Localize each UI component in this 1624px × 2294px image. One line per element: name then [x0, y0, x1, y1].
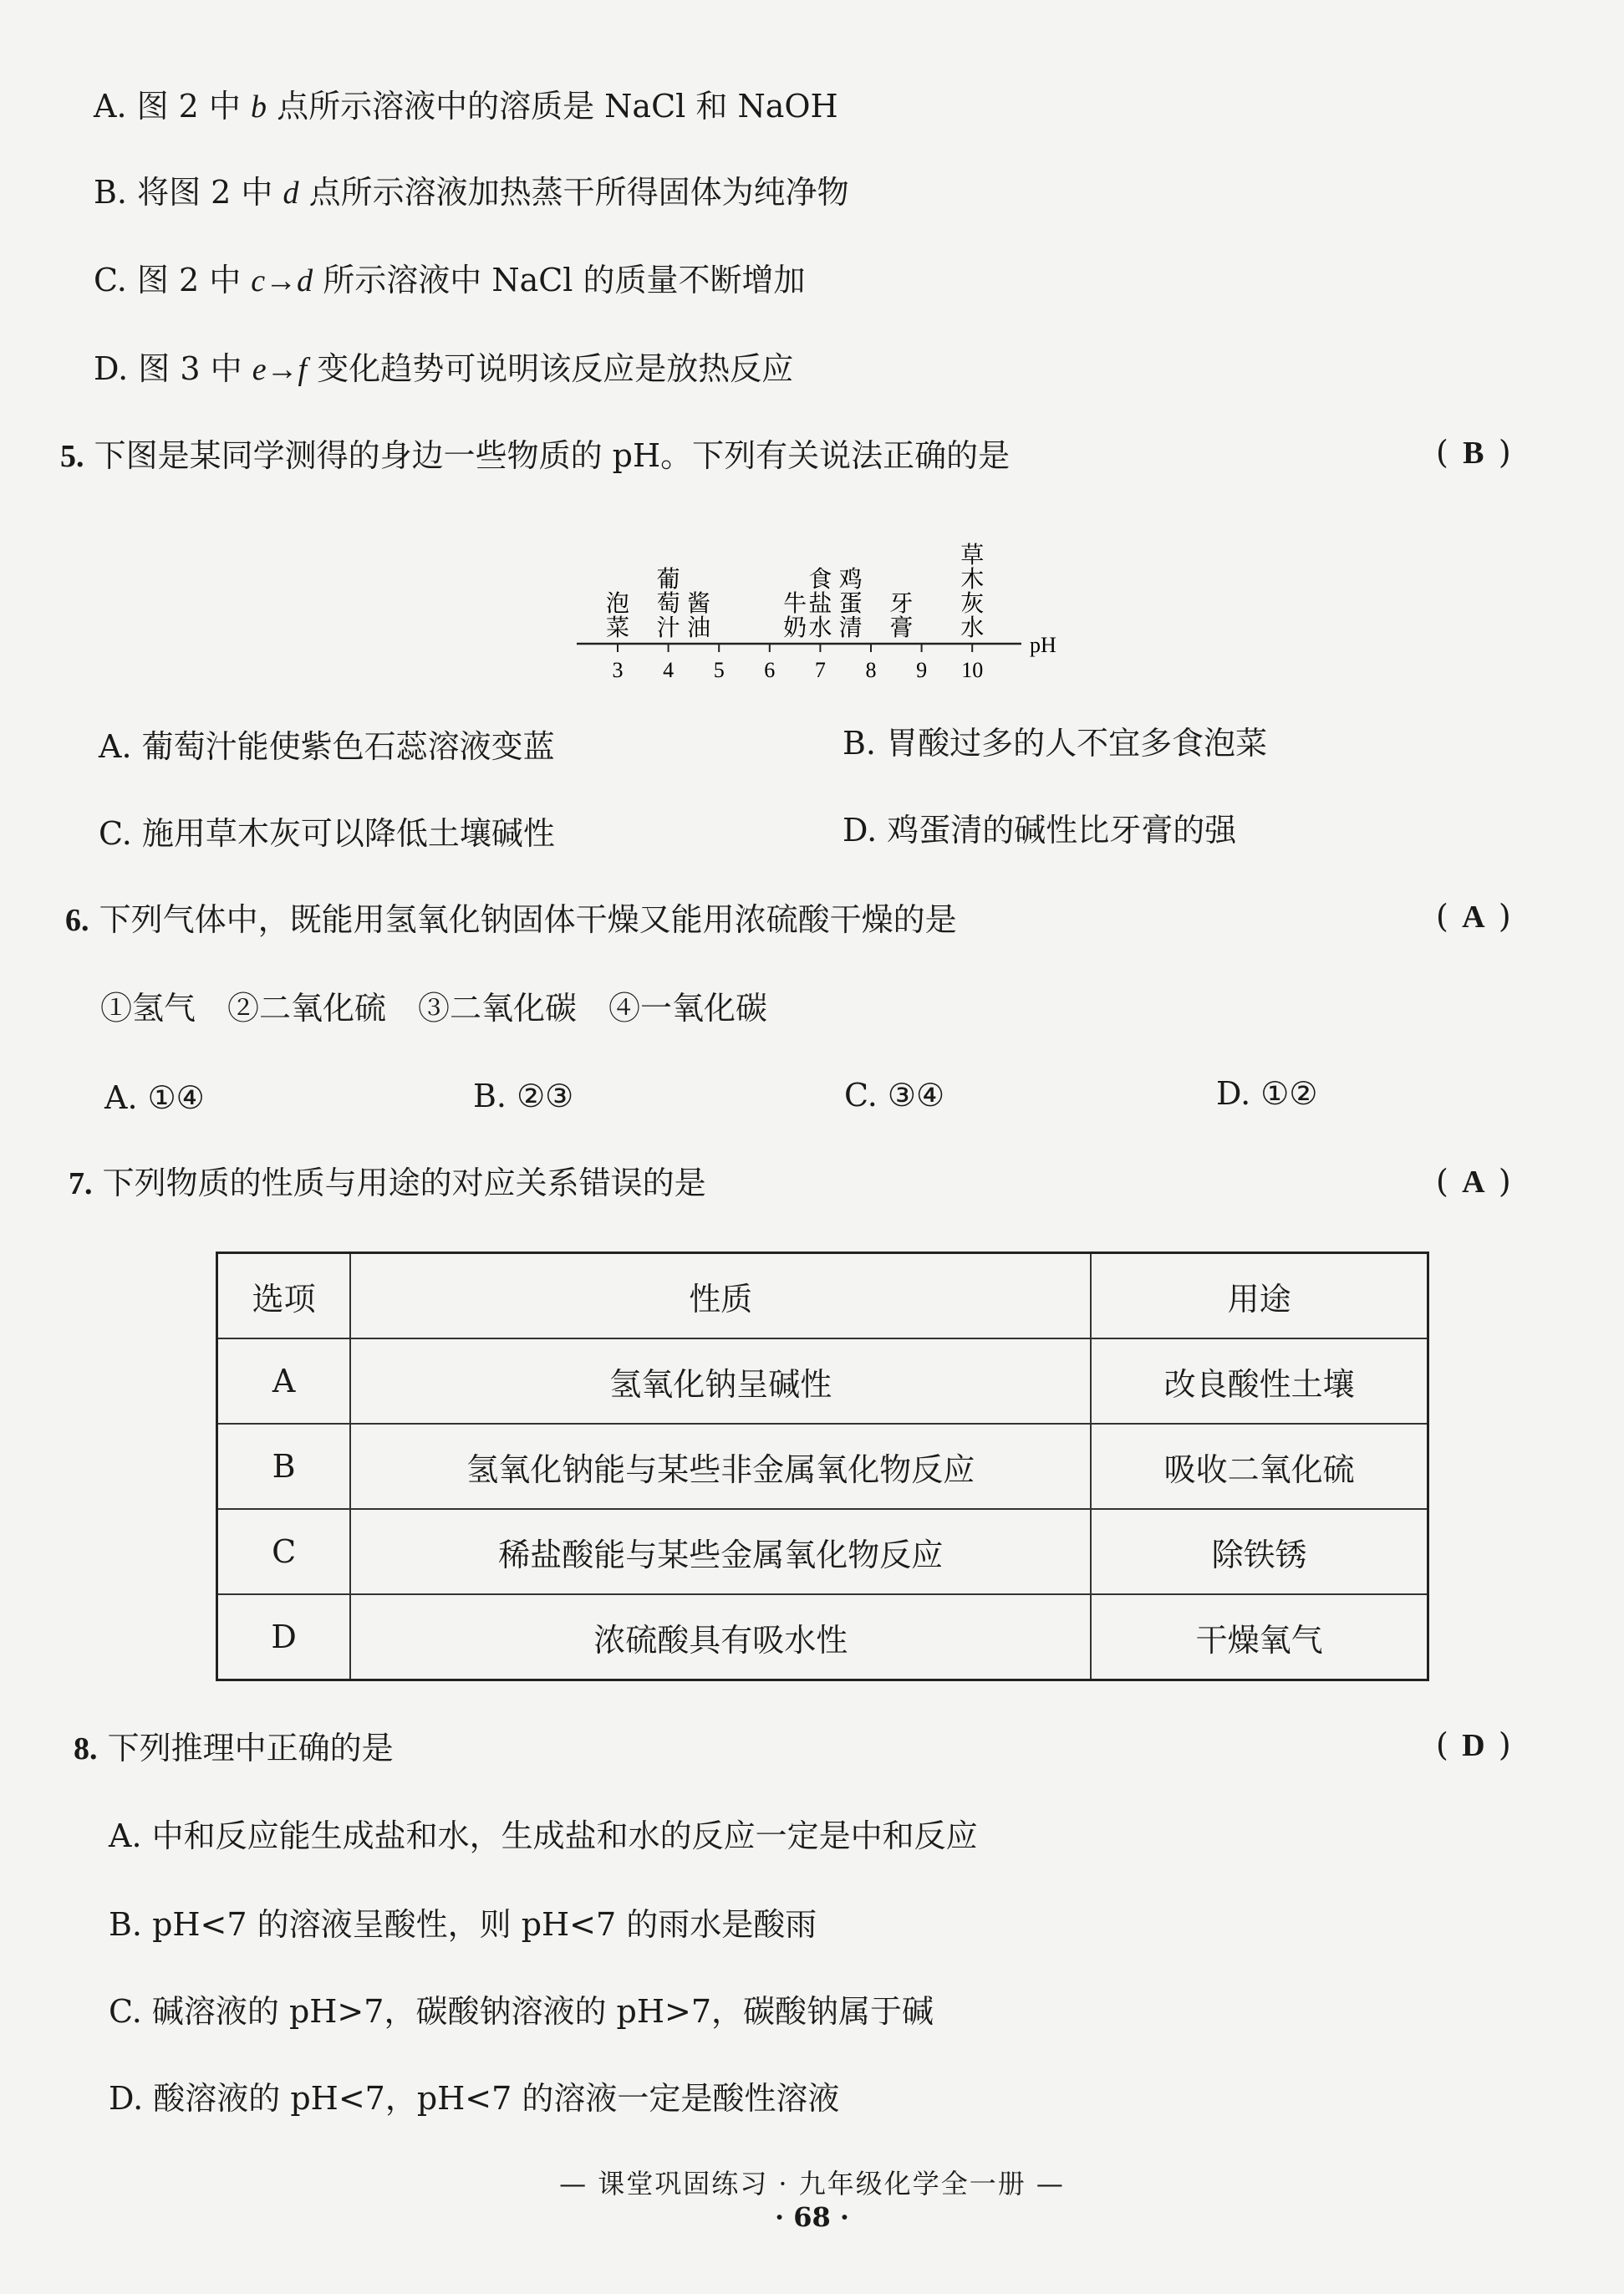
- q6-option-c: C. ③④: [844, 1077, 945, 1114]
- option-text: 所示溶液中 NaCl 的质量不断增加: [313, 262, 806, 298]
- ph-ticks: [613, 644, 984, 682]
- q5-option-b: B. 胃酸过多的人不宜多食泡菜: [843, 725, 1268, 762]
- cell-use: 除铁锈: [1091, 1509, 1428, 1594]
- option-text: 点所示溶液加热蒸干所得固体为纯净物: [298, 174, 849, 211]
- answer-letter: D: [1462, 1728, 1485, 1763]
- cell-use: 干燥氧气: [1091, 1594, 1428, 1680]
- ph-tick-label: 10: [961, 658, 984, 682]
- ph-tick-label: 3: [612, 658, 624, 682]
- q7-stem: [69, 1164, 706, 1203]
- q8-stem: [74, 1729, 394, 1768]
- ph-tick-label: 9: [916, 658, 928, 682]
- cell-use: 吸收二氧化硫: [1091, 1424, 1428, 1509]
- option-text: 变化趋势可说明该反应是放热反应: [307, 350, 794, 387]
- q6-option-b: B. ②③: [473, 1078, 574, 1114]
- option-variable: d: [283, 176, 299, 211]
- ph-tick-label: 4: [663, 658, 675, 682]
- q8-option-d: D. 酸溶液的 pH<7，pH<7 的溶液一定是酸性溶液: [109, 2080, 840, 2117]
- q8-option-b: B. pH<7 的溶液呈酸性，则 pH<7 的雨水是酸雨: [109, 1906, 817, 1943]
- q6-answer: ( A ): [1436, 898, 1511, 935]
- ph-item-label: 食盐水: [808, 565, 832, 641]
- page-number: · 68 ·: [774, 2201, 850, 2233]
- question-number: 6.: [65, 903, 89, 938]
- q4-option-a: [94, 87, 838, 126]
- ph-tick-label: 8: [865, 658, 877, 682]
- table-header-row: [217, 1253, 1428, 1339]
- ph-item-labels: [606, 541, 984, 641]
- q4-option-c: [94, 261, 806, 300]
- column-header: 选项: [217, 1253, 351, 1339]
- ph-item-label: 酱油: [686, 589, 710, 641]
- ph-item-label: 鸡蛋清: [838, 565, 863, 641]
- table-row: [217, 1424, 1428, 1509]
- question-stem: 下列气体中，既能用氢氧化钠固体干燥又能用浓硫酸干燥的是: [99, 901, 957, 938]
- question-number: 5.: [60, 439, 84, 474]
- option-text: 点所示溶液中的溶质是 NaCl 和 NaOH: [267, 88, 838, 125]
- ph-item-label: 牙膏: [889, 589, 914, 641]
- option-variable: c→d: [251, 263, 313, 298]
- q6-items: ①氢气 ②二氧化硫 ③二氧化碳 ④一氧化碳: [100, 990, 768, 1027]
- ph-item-label: 牛奶: [783, 589, 807, 641]
- q4-option-b: [94, 173, 849, 212]
- question-stem: 下列物质的性质与用途的对应关系错误的是: [102, 1165, 706, 1201]
- q7-answer: ( A ): [1436, 1163, 1511, 1200]
- ph-scale-figure: [552, 510, 1070, 694]
- cell-option: B: [217, 1424, 351, 1509]
- table-row: [217, 1509, 1428, 1594]
- ph-item-label: 泡菜: [605, 589, 630, 641]
- q6-option-d: D. ①②: [1216, 1075, 1318, 1112]
- question-stem: 下列推理中正确的是: [107, 1730, 394, 1766]
- q5-option-c: C. 施用草木灰可以降低土壤碱性: [99, 815, 555, 852]
- answer-letter: B: [1463, 436, 1484, 471]
- q6-option-a: A. ①④: [104, 1079, 205, 1116]
- cell-option: D: [217, 1594, 351, 1680]
- question-stem: 下图是某同学测得的身边一些物质的 pH。下列有关说法正确的是: [94, 437, 1011, 474]
- q5-option-d: D. 鸡蛋清的碱性比牙膏的强: [843, 812, 1237, 849]
- question-number: 8.: [74, 1731, 98, 1766]
- cell-property: 氢氧化钠呈碱性: [350, 1338, 1091, 1424]
- ph-item-label: 草木灰水: [960, 541, 985, 641]
- cell-property: 浓硫酸具有吸水性: [350, 1594, 1091, 1680]
- table-row: [217, 1594, 1428, 1680]
- q5-answer: ( B ): [1436, 434, 1511, 471]
- ph-item-label: 葡萄汁: [656, 565, 680, 641]
- q8-option-c: C. 碱溶液的 pH>7，碳酸钠溶液的 pH>7，碳酸钠属于碱: [109, 1993, 934, 2030]
- footer-title: — 课堂巩固练习 · 九年级化学全一册 —: [559, 2168, 1065, 2200]
- properties-uses-table: [216, 1252, 1429, 1681]
- ph-tick-label: 6: [764, 658, 776, 682]
- cell-property: 稀盐酸能与某些金属氧化物反应: [350, 1509, 1091, 1594]
- q4-option-d: [94, 349, 793, 389]
- option-prefix: D. 图 3 中: [94, 350, 252, 387]
- option-variable: e→f: [252, 352, 308, 387]
- option-prefix: C. 图 2 中: [94, 262, 252, 298]
- ph-unit-label: pH: [1030, 633, 1056, 657]
- option-prefix: B. 将图 2 中: [94, 174, 283, 211]
- answer-letter: A: [1462, 1165, 1485, 1200]
- column-header: 性质: [350, 1253, 1091, 1339]
- option-prefix: A. 图 2 中: [94, 88, 252, 125]
- q5-option-a: A. 葡萄汁能使紫色石蕊溶液变蓝: [99, 728, 555, 765]
- q6-stem: [65, 900, 957, 940]
- ph-tick-label: 7: [814, 658, 826, 682]
- cell-option: A: [217, 1338, 351, 1424]
- column-header: 用途: [1091, 1253, 1428, 1339]
- table-row: [217, 1338, 1428, 1424]
- cell-option: C: [217, 1509, 351, 1594]
- answer-letter: A: [1462, 900, 1485, 935]
- option-variable: b: [251, 89, 267, 125]
- question-number: 7.: [69, 1166, 93, 1201]
- cell-use: 改良酸性土壤: [1091, 1338, 1428, 1424]
- ph-tick-label: 5: [713, 658, 725, 682]
- q5-stem: [60, 436, 1010, 476]
- cell-property: 氢氧化钠能与某些非金属氧化物反应: [350, 1424, 1091, 1509]
- q8-option-a: A. 中和反应能生成盐和水，生成盐和水的反应一定是中和反应: [109, 1817, 978, 1854]
- q8-answer: ( D ): [1436, 1726, 1511, 1763]
